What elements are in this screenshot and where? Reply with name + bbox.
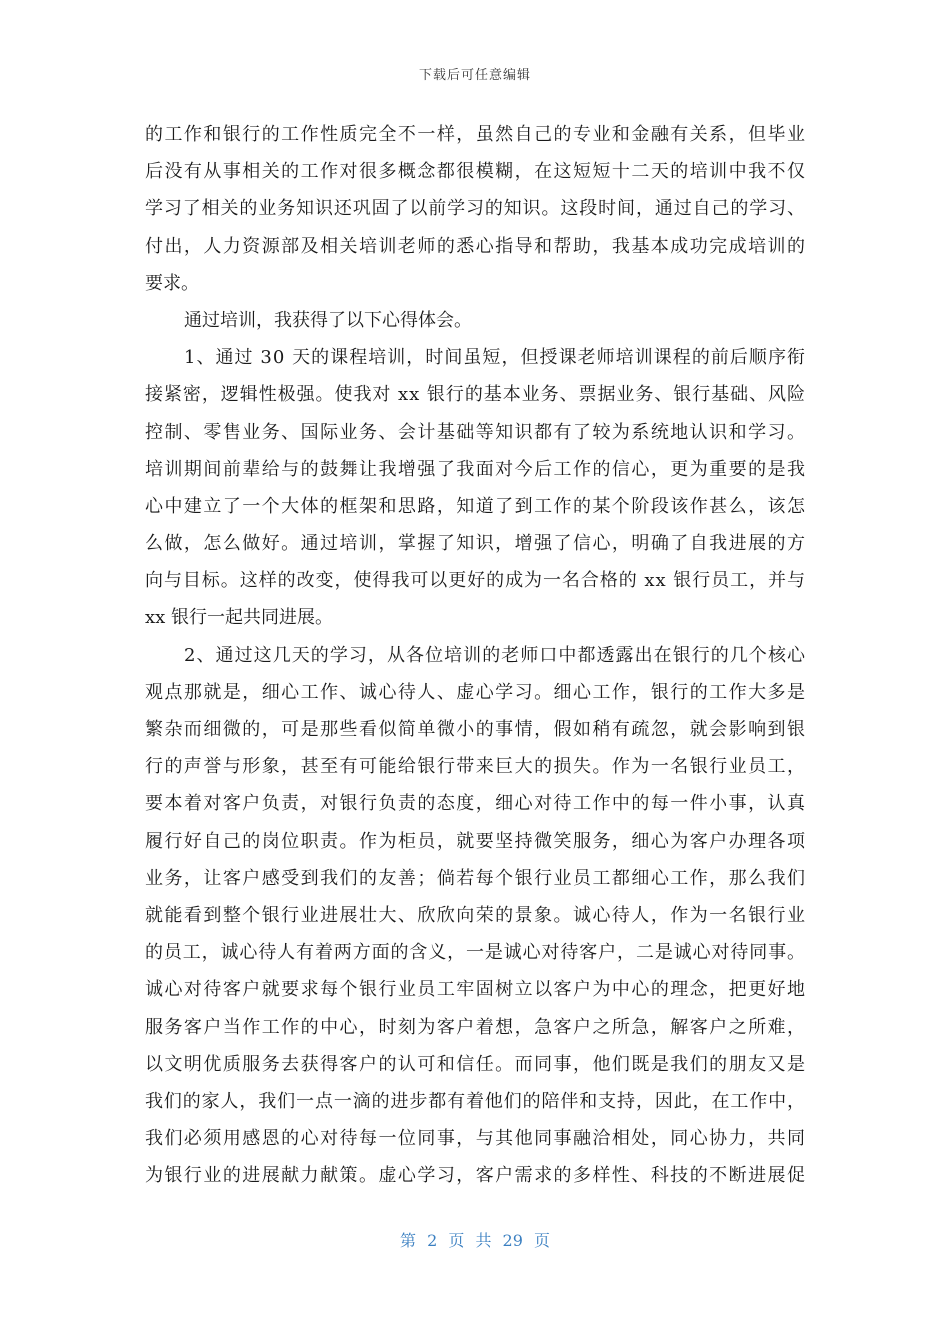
text-line: 学习了相关的业务知识还巩固了以前学习的知识。这段时间，通过自己的学习、	[145, 198, 806, 220]
text-line: 的员工，诚心待人有着两方面的含义，一是诚心对待客户，二是诚心对待同事。	[145, 942, 806, 964]
text-line: 繁杂而细微的，可是那些看似简单微小的事情，假如稍有疏忽，就会影响到银	[145, 719, 807, 740]
page-number-footer: 第 2 页 共 29 页	[400, 1231, 550, 1250]
text-line: 控制、零售业务、国际业务、会计基础等知识都有了较为系统地认识和学习。	[145, 421, 807, 443]
text-line: 心中建立了一个大体的框架和思路，知道了到工作的某个阶段该作甚么，该怎	[145, 495, 807, 517]
text-line: 付出，人力资源部及相关培训老师的悉心指导和帮助，我基本成功完成培训的	[145, 235, 807, 257]
text-line: xx 银行一起共同进展。	[145, 607, 334, 629]
text-line: 业务，让客户感受到我们的友善；倘若每个银行业员工都细心工作，那么我们	[145, 867, 807, 889]
text-line: 以文明优质服务去获得客户的认可和信任。而同事，他们既是我们的朋友又是	[145, 1053, 807, 1075]
text-line: 履行好自己的岗位职责。作为柜员，就要坚持微笑服务，细心为客户办理各项	[145, 830, 807, 852]
text-line: 么做，怎么做好。通过培训，掌握了知识，增强了信心，明确了自我进展的方	[145, 533, 807, 555]
text-line: 培训期间前辈给与的鼓舞让我增强了我面对今后工作的信心，更为重要的是我	[145, 458, 807, 480]
text-line: 要求。	[145, 272, 199, 294]
text-line: 的工作和银行的工作性质完全不一样，虽然自己的专业和金融有关系，但毕业	[145, 124, 807, 145]
text-line: 向与目标。这样的改变，使得我可以更好的成为一名合格的 xx 银行员工，并与	[145, 570, 806, 592]
body-text	[145, 116, 805, 1194]
text-line: 观点那就是，细心工作、诚心待人、虚心学习。细心工作，银行的工作大多是	[145, 681, 807, 703]
text-line: 通过培训，我获得了以下心得体会。	[184, 309, 472, 331]
text-line: 行的声誉与形象，甚至有可能给银行带来巨大的损失。作为一名银行业员工，	[145, 756, 807, 778]
page-header: 下载后可任意编辑	[418, 68, 531, 83]
text-line: 我们必须用感恩的心对待每一位同事，与其他同事融洽相处，同心协力，共同	[145, 1128, 807, 1150]
text-line: 2、通过这几天的学习，从各位培训的老师口中都透露出在银行的几个核心	[184, 644, 807, 666]
text-line: 后没有从事相关的工作对很多概念都很模糊，在这短短十二天的培训中我不仅	[145, 161, 807, 183]
text-line: 服务客户当作工作的中心，时刻为客户着想，急客户之所急，解客户之所难，	[145, 1016, 807, 1038]
text-line: 1、通过 30 天的课程培训，时间虽短，但授课老师培训课程的前后顺序衔	[184, 347, 807, 369]
text-line: 为银行业的进展献力献策。虚心学习，客户需求的多样性、科技的不断进展促	[145, 1165, 807, 1187]
text-line: 诚心对待客户就要求每个银行业员工牢固树立以客户为中心的理念，把更好地	[145, 979, 807, 1001]
text-line: 我们的家人，我们一点一滴的进步都有着他们的陪伴和支持，因此，在工作中，	[145, 1090, 806, 1112]
text-line: 要本着对客户负责，对银行负责的态度，细心对待工作中的每一件小事，认真	[145, 793, 807, 815]
text-line: 就能看到整个银行业进展壮大、欣欣向荣的景象。诚心待人，作为一名银行业	[145, 904, 807, 926]
text-line: 接紧密，逻辑性极强。使我对 xx 银行的基本业务、票据业务、银行基础、风险	[145, 384, 806, 406]
